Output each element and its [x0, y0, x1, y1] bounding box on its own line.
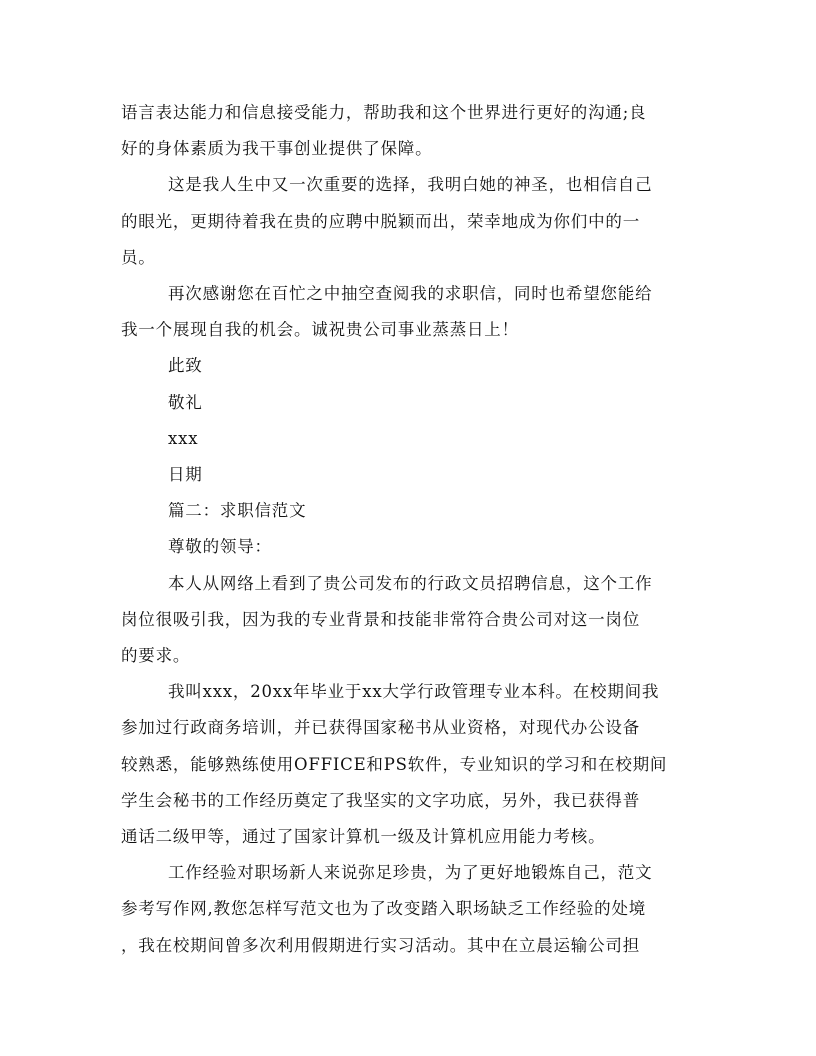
text-line: 我叫xxx，20xx年毕业于xx大学行政管理专业本科。在校期间我 [168, 682, 660, 702]
text-line: 的眼光，更期待着我在贵的应聘中脱颖而出，荣幸地成为你们中的一 [121, 211, 640, 231]
text-line: 好的身体素质为我干事创业提供了保障。 [121, 139, 433, 159]
closing-regards: 敬礼 [168, 392, 203, 412]
paragraph-choice [121, 167, 696, 276]
paragraph-abilities [121, 95, 696, 167]
text-line: 参加过行政商务培训，并已获得国家秘书从业资格，对现代办公设备 [121, 718, 640, 738]
closing-line: 此致 [168, 356, 203, 376]
text-line: 语言表达能力和信息接受能力，帮助我和这个世界进行更好的沟通;良 [121, 103, 647, 122]
text-line: 本人从网络上看到了贵公司发布的行政文员招聘信息，这个工作 [168, 573, 653, 593]
text-line: 学生会秘书的工作经历奠定了我坚实的文字功底，另外，我已获得普 [121, 790, 640, 810]
text-line: 较熟悉，能够熟练使用OFFICE和PS软件，专业知识的学习和在校期间 [121, 754, 668, 774]
text-line: 我一个展现自我的机会。诚祝贵公司事业蒸蒸日上！ [121, 320, 519, 340]
text-line: 这是我人生中又一次重要的选择，我明白她的神圣，也相信自己 [168, 175, 653, 195]
paragraph-experience [121, 855, 696, 964]
document-body [121, 95, 696, 964]
section-title: 篇二：求职信范文 [168, 501, 307, 521]
text-line: 通话二级甲等，通过了国家计算机一级及计算机应用能力考核。 [121, 827, 606, 847]
text-line: 的要求。 [121, 646, 191, 666]
text-line: 再次感谢您在百忙之中抽空查阅我的求职信，同时也希望您能给 [168, 284, 653, 304]
paragraph-thanks [121, 276, 696, 348]
text-line: ，我在校期间曾多次利用假期进行实习活动。其中在立晨运输公司担 [121, 935, 640, 955]
text-line: 员。 [121, 247, 156, 267]
text-line: 参考写作网,教您怎样写范文也为了改变踏入职场缺乏工作经验的处境 [121, 899, 647, 919]
paragraph-background [121, 674, 696, 855]
text-line: 工作经验对职场新人来说弥足珍贵，为了更好地锻炼自己，范文 [168, 863, 653, 883]
date-line: 日期 [168, 465, 203, 485]
paragraph-intro [121, 566, 696, 675]
signature: xxx [168, 428, 199, 448]
text-line: 岗位很吸引我，因为我的专业背景和技能非常符合贵公司对这一岗位 [121, 609, 640, 629]
salutation: 尊敬的领导： [168, 537, 272, 557]
